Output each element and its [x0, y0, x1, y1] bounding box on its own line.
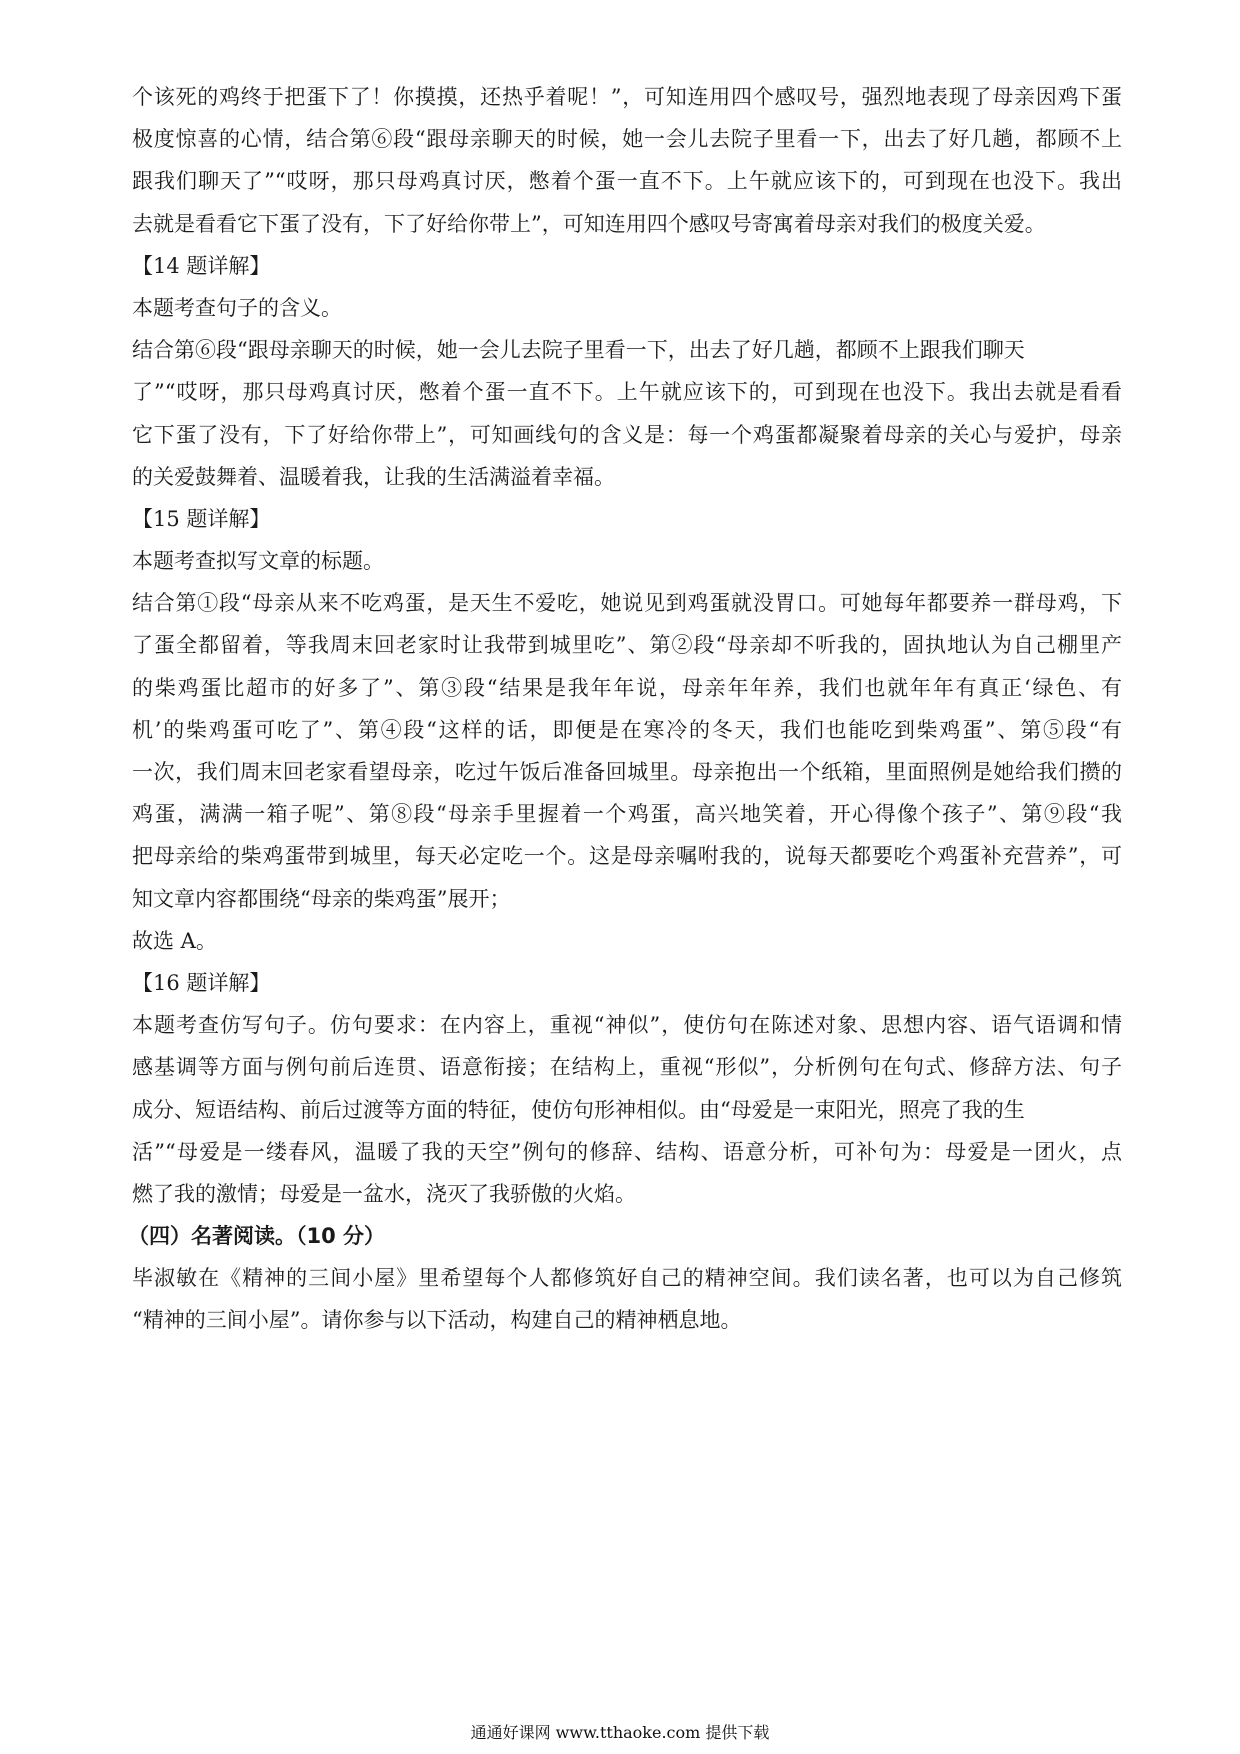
text-line: 它下蛋了没有，下了好给你带上”，可知画线句的含义是：每一个鸡蛋都凝聚着母亲的关心与爱护，母亲 — [132, 422, 1122, 447]
text-line: 把母亲给的柴鸡蛋带到城里，每天必定吃一个。这是母亲嘱咐我的，说每天都要吃个鸡蛋补充营养”，可 — [132, 844, 1122, 869]
text-line: 结合第⑥段“跟母亲聊天的时候，她一会儿去院子里看一下，出去了好几趟，都顾不上跟我们聊天 — [132, 338, 1025, 363]
text-line: 本题考查仿写句子。仿句要求：在内容上，重视“神似”，使仿句在陈述对象、思想内容、语气语调和情 — [132, 1013, 1122, 1038]
text-line: “精神的三间小屋”。请你参与以下活动，构建自己的精神栖息地。 — [132, 1308, 742, 1333]
text-line: 的关爱鼓舞着、温暖着我，让我的生活满溢着幸福。 — [132, 464, 615, 489]
page-footer: 通通好课网 www.tthaoke.com 提供下载 — [470, 1723, 770, 1742]
text-line: 结合第①段“母亲从来不吃鸡蛋，是天生不爱吃，她说见到鸡蛋就没胃口。可她每年都要养一群母鸡，下 — [132, 591, 1122, 616]
text-line: 鸡蛋，满满一箱子呢”、第⑧段“母亲手里握着一个鸡蛋，高兴地笑着，开心得像个孩子”、第⑨段“我 — [132, 802, 1122, 827]
text-line: 一次，我们周末回老家看望母亲，吃过午饭后准备回城里。母亲抱出一个纸箱，里面照例是她给我们攒的 — [132, 760, 1122, 784]
text-line: 的柴鸡蛋比超市的好多了”、第③段“结果是我年年说，母亲年年养，我们也就年年有真正‘绿色、有 — [132, 675, 1122, 700]
section-heading: （四）名著阅读。（10 分） — [128, 1224, 386, 1249]
text-line: 知文章内容都围绕“母亲的柴鸡蛋”展开； — [132, 886, 511, 911]
text-line: 本题考查句子的含义。 — [132, 295, 342, 320]
text-line: 燃了我的激情；母爱是一盆水，浇灭了我骄傲的火焰。 — [132, 1181, 636, 1206]
text-line: 机’的柴鸡蛋可吃了”、第④段“这样的话，即便是在寒冷的冬天，我们也能吃到柴鸡蛋”、第⑤段“有 — [132, 717, 1122, 742]
text-line: 故选 A。 — [132, 928, 217, 953]
text-line: 了蛋全都留着，等我周末回老家时让我带到城里吃”、第②段“母亲却不听我的，固执地认为自己棚里产 — [132, 633, 1122, 658]
section-label: 【16 题详解】 — [132, 970, 271, 995]
text-line: 去就是看看它下蛋了没有，下了好给你带上”，可知连用四个感叹号寄寓着母亲对我们的极度关爱。 — [132, 211, 1046, 236]
text-line: 个该死的鸡终于把蛋下了！你摸摸，还热乎着呢！”，可知连用四个感叹号，强烈地表现了母亲因鸡下蛋 — [132, 85, 1122, 109]
document-body — [128, 76, 1122, 1342]
text-line: 本题考查拟写文章的标题。 — [132, 549, 384, 574]
text-line: 活”“母爱是一缕春风，温暖了我的天空”例句的修辞、结构、语意分析，可补句为：母爱是一团火，点 — [132, 1139, 1122, 1164]
text-line: 成分、短语结构、前后过渡等方面的特征，使仿句形神相似。由“母爱是一束阳光，照亮了我的生 — [132, 1097, 1025, 1122]
text-line: 了”“哎呀，那只母鸡真讨厌，憋着个蛋一直不下。上午就应该下的，可到现在也没下。我出去就是看看 — [132, 380, 1122, 405]
text-line: 极度惊喜的心情，结合第⑥段“跟母亲聊天的时候，她一会儿去院子里看一下，出去了好几趟，都顾不上 — [132, 127, 1122, 152]
text-line: 感基调等方面与例句前后连贯、语意衔接；在结构上，重视“形似”，分析例句在句式、修辞方法、句子 — [132, 1055, 1122, 1080]
section-label: 【15 题详解】 — [132, 506, 271, 531]
text-line: 跟我们聊天了”“哎呀，那只母鸡真讨厌，憋着个蛋一直不下。上午就应该下的，可到现在也没下。我出 — [132, 169, 1122, 194]
text-line: 毕淑敏在《精神的三间小屋》里希望每个人都修筑好自己的精神空间。我们读名著，也可以为自己修筑 — [132, 1266, 1122, 1291]
section-label: 【14 题详解】 — [132, 253, 271, 278]
